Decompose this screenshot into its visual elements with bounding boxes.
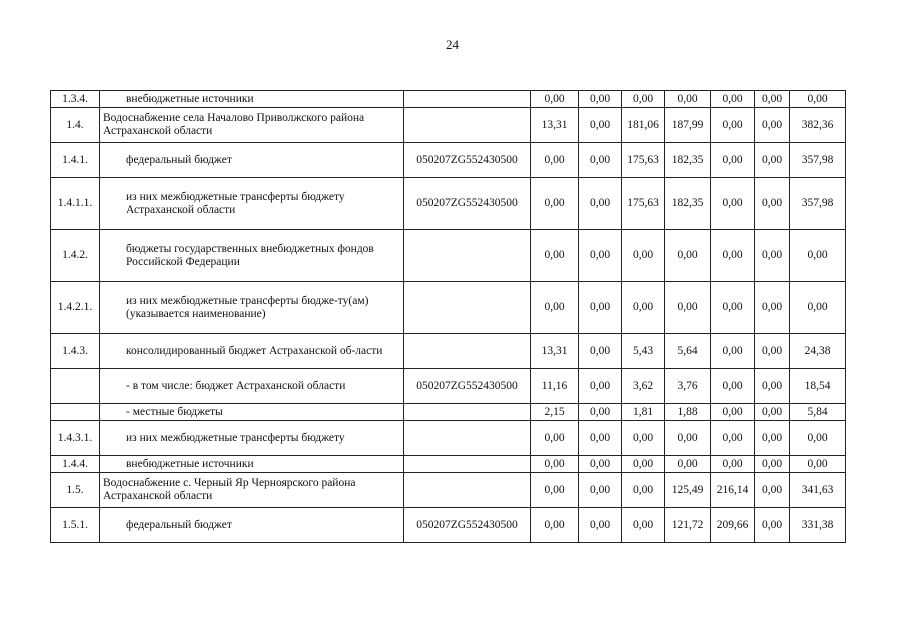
value-cell: 0,00 bbox=[755, 508, 790, 543]
value-cell: 13,31 bbox=[531, 334, 579, 369]
row-name: - местные бюджеты bbox=[100, 404, 404, 421]
value-cell: 0,00 bbox=[622, 421, 665, 456]
value-cell: 0,00 bbox=[755, 456, 790, 473]
value-cell: 0,00 bbox=[579, 334, 622, 369]
value-cell: 0,00 bbox=[531, 456, 579, 473]
row-name: Водоснабжение с. Черный Яр Черноярского района Астраханской области bbox=[100, 473, 404, 508]
value-cell: 0,00 bbox=[755, 143, 790, 178]
value-cell: 0,00 bbox=[711, 143, 755, 178]
total-cell: 5,84 bbox=[790, 404, 846, 421]
value-cell: 3,76 bbox=[665, 369, 711, 404]
budget-code bbox=[404, 456, 531, 473]
row-name: федеральный бюджет bbox=[100, 508, 404, 543]
value-cell: 1,81 bbox=[622, 404, 665, 421]
row-name: - в том числе: бюджет Астраханской области bbox=[100, 369, 404, 404]
total-cell: 331,38 bbox=[790, 508, 846, 543]
value-cell: 121,72 bbox=[665, 508, 711, 543]
value-cell: 0,00 bbox=[579, 456, 622, 473]
table-row bbox=[51, 473, 846, 508]
row-number: 1.4.2. bbox=[51, 230, 100, 282]
value-cell: 0,00 bbox=[755, 230, 790, 282]
row-number: 1.5.1. bbox=[51, 508, 100, 543]
value-cell: 0,00 bbox=[531, 508, 579, 543]
budget-code bbox=[404, 91, 531, 108]
total-cell: 357,98 bbox=[790, 178, 846, 230]
budget-code bbox=[404, 404, 531, 421]
row-number: 1.4.2.1. bbox=[51, 282, 100, 334]
total-cell: 18,54 bbox=[790, 369, 846, 404]
value-cell: 182,35 bbox=[665, 143, 711, 178]
value-cell: 0,00 bbox=[579, 108, 622, 143]
budget-code: 050207ZG552430500 bbox=[404, 508, 531, 543]
table-row bbox=[51, 369, 846, 404]
value-cell: 0,00 bbox=[531, 91, 579, 108]
value-cell: 13,31 bbox=[531, 108, 579, 143]
value-cell: 0,00 bbox=[755, 369, 790, 404]
value-cell: 0,00 bbox=[579, 421, 622, 456]
value-cell: 0,00 bbox=[755, 473, 790, 508]
value-cell: 0,00 bbox=[579, 143, 622, 178]
value-cell: 0,00 bbox=[665, 456, 711, 473]
row-name: из них межбюджетные трансферты бюджету Астраханской области bbox=[100, 178, 404, 230]
budget-table bbox=[50, 90, 846, 543]
value-cell: 0,00 bbox=[711, 282, 755, 334]
value-cell: 0,00 bbox=[622, 282, 665, 334]
total-cell: 0,00 bbox=[790, 91, 846, 108]
value-cell: 0,00 bbox=[579, 91, 622, 108]
page-number: 24 bbox=[446, 37, 459, 52]
value-cell: 0,00 bbox=[665, 91, 711, 108]
row-number: 1.4.3. bbox=[51, 334, 100, 369]
value-cell: 0,00 bbox=[665, 230, 711, 282]
value-cell: 0,00 bbox=[665, 282, 711, 334]
row-name: бюджеты государственных внебюджетных фондов Российской Федерации bbox=[100, 230, 404, 282]
total-cell: 0,00 bbox=[790, 282, 846, 334]
row-name: внебюджетные источники bbox=[100, 91, 404, 108]
table-row bbox=[51, 456, 846, 473]
value-cell: 0,00 bbox=[579, 404, 622, 421]
total-cell: 0,00 bbox=[790, 421, 846, 456]
value-cell: 3,62 bbox=[622, 369, 665, 404]
value-cell: 0,00 bbox=[755, 108, 790, 143]
value-cell: 0,00 bbox=[579, 369, 622, 404]
value-cell: 0,00 bbox=[579, 282, 622, 334]
budget-code bbox=[404, 473, 531, 508]
value-cell: 0,00 bbox=[755, 404, 790, 421]
value-cell: 0,00 bbox=[579, 508, 622, 543]
budget-code bbox=[404, 282, 531, 334]
total-cell: 0,00 bbox=[790, 456, 846, 473]
value-cell: 0,00 bbox=[622, 508, 665, 543]
value-cell: 187,99 bbox=[665, 108, 711, 143]
value-cell: 11,16 bbox=[531, 369, 579, 404]
value-cell: 182,35 bbox=[665, 178, 711, 230]
value-cell: 0,00 bbox=[665, 421, 711, 456]
value-cell: 0,00 bbox=[579, 230, 622, 282]
table-body bbox=[51, 91, 846, 543]
value-cell: 0,00 bbox=[755, 334, 790, 369]
value-cell: 125,49 bbox=[665, 473, 711, 508]
row-name: внебюджетные источники bbox=[100, 456, 404, 473]
row-number: 1.4.1. bbox=[51, 143, 100, 178]
value-cell: 0,00 bbox=[711, 421, 755, 456]
row-name: из них межбюджетные трансферты бюдже-ту(ам) (указывается наименование) bbox=[100, 282, 404, 334]
value-cell: 0,00 bbox=[711, 456, 755, 473]
table-row bbox=[51, 282, 846, 334]
row-number: 1.3.4. bbox=[51, 91, 100, 108]
row-number: 1.4.1.1. bbox=[51, 178, 100, 230]
value-cell: 0,00 bbox=[531, 473, 579, 508]
value-cell: 0,00 bbox=[711, 404, 755, 421]
budget-code bbox=[404, 108, 531, 143]
value-cell: 5,64 bbox=[665, 334, 711, 369]
table-row bbox=[51, 334, 846, 369]
row-number: 1.4. bbox=[51, 108, 100, 143]
value-cell: 0,00 bbox=[711, 91, 755, 108]
table-row bbox=[51, 421, 846, 456]
budget-code: 050207ZG552430500 bbox=[404, 369, 531, 404]
value-cell: 0,00 bbox=[711, 108, 755, 143]
value-cell: 0,00 bbox=[579, 178, 622, 230]
budget-code bbox=[404, 230, 531, 282]
row-number: 1.5. bbox=[51, 473, 100, 508]
table-row bbox=[51, 108, 846, 143]
value-cell: 1,88 bbox=[665, 404, 711, 421]
value-cell: 0,00 bbox=[711, 334, 755, 369]
row-name: консолидированный бюджет Астраханской об-ласти bbox=[100, 334, 404, 369]
value-cell: 0,00 bbox=[622, 456, 665, 473]
row-number bbox=[51, 404, 100, 421]
row-number: 1.4.4. bbox=[51, 456, 100, 473]
budget-code: 050207ZG552430500 bbox=[404, 178, 531, 230]
value-cell: 216,14 bbox=[711, 473, 755, 508]
budget-code bbox=[404, 421, 531, 456]
value-cell: 0,00 bbox=[622, 230, 665, 282]
total-cell: 24,38 bbox=[790, 334, 846, 369]
table-row bbox=[51, 143, 846, 178]
budget-code: 050207ZG552430500 bbox=[404, 143, 531, 178]
table-row bbox=[51, 404, 846, 421]
total-cell: 341,63 bbox=[790, 473, 846, 508]
value-cell: 0,00 bbox=[531, 230, 579, 282]
table-row bbox=[51, 178, 846, 230]
value-cell: 0,00 bbox=[531, 421, 579, 456]
total-cell: 382,36 bbox=[790, 108, 846, 143]
value-cell: 0,00 bbox=[622, 91, 665, 108]
value-cell: 0,00 bbox=[711, 369, 755, 404]
table-row bbox=[51, 508, 846, 543]
value-cell: 0,00 bbox=[755, 282, 790, 334]
value-cell: 2,15 bbox=[531, 404, 579, 421]
value-cell: 0,00 bbox=[531, 282, 579, 334]
value-cell: 0,00 bbox=[711, 178, 755, 230]
total-cell: 0,00 bbox=[790, 230, 846, 282]
row-name: из них межбюджетные трансферты бюджету bbox=[100, 421, 404, 456]
value-cell: 0,00 bbox=[622, 473, 665, 508]
table-row bbox=[51, 230, 846, 282]
value-cell: 0,00 bbox=[755, 178, 790, 230]
value-cell: 0,00 bbox=[755, 91, 790, 108]
value-cell: 175,63 bbox=[622, 143, 665, 178]
value-cell: 181,06 bbox=[622, 108, 665, 143]
value-cell: 0,00 bbox=[711, 230, 755, 282]
budget-code bbox=[404, 334, 531, 369]
value-cell: 0,00 bbox=[755, 421, 790, 456]
row-number bbox=[51, 369, 100, 404]
value-cell: 0,00 bbox=[579, 473, 622, 508]
value-cell: 5,43 bbox=[622, 334, 665, 369]
value-cell: 0,00 bbox=[531, 143, 579, 178]
total-cell: 357,98 bbox=[790, 143, 846, 178]
value-cell: 209,66 bbox=[711, 508, 755, 543]
table-row bbox=[51, 91, 846, 108]
value-cell: 175,63 bbox=[622, 178, 665, 230]
value-cell: 0,00 bbox=[531, 178, 579, 230]
row-name: федеральный бюджет bbox=[100, 143, 404, 178]
row-number: 1.4.3.1. bbox=[51, 421, 100, 456]
row-name: Водоснабжение села Началово Приволжского района Астраханской области bbox=[100, 108, 404, 143]
